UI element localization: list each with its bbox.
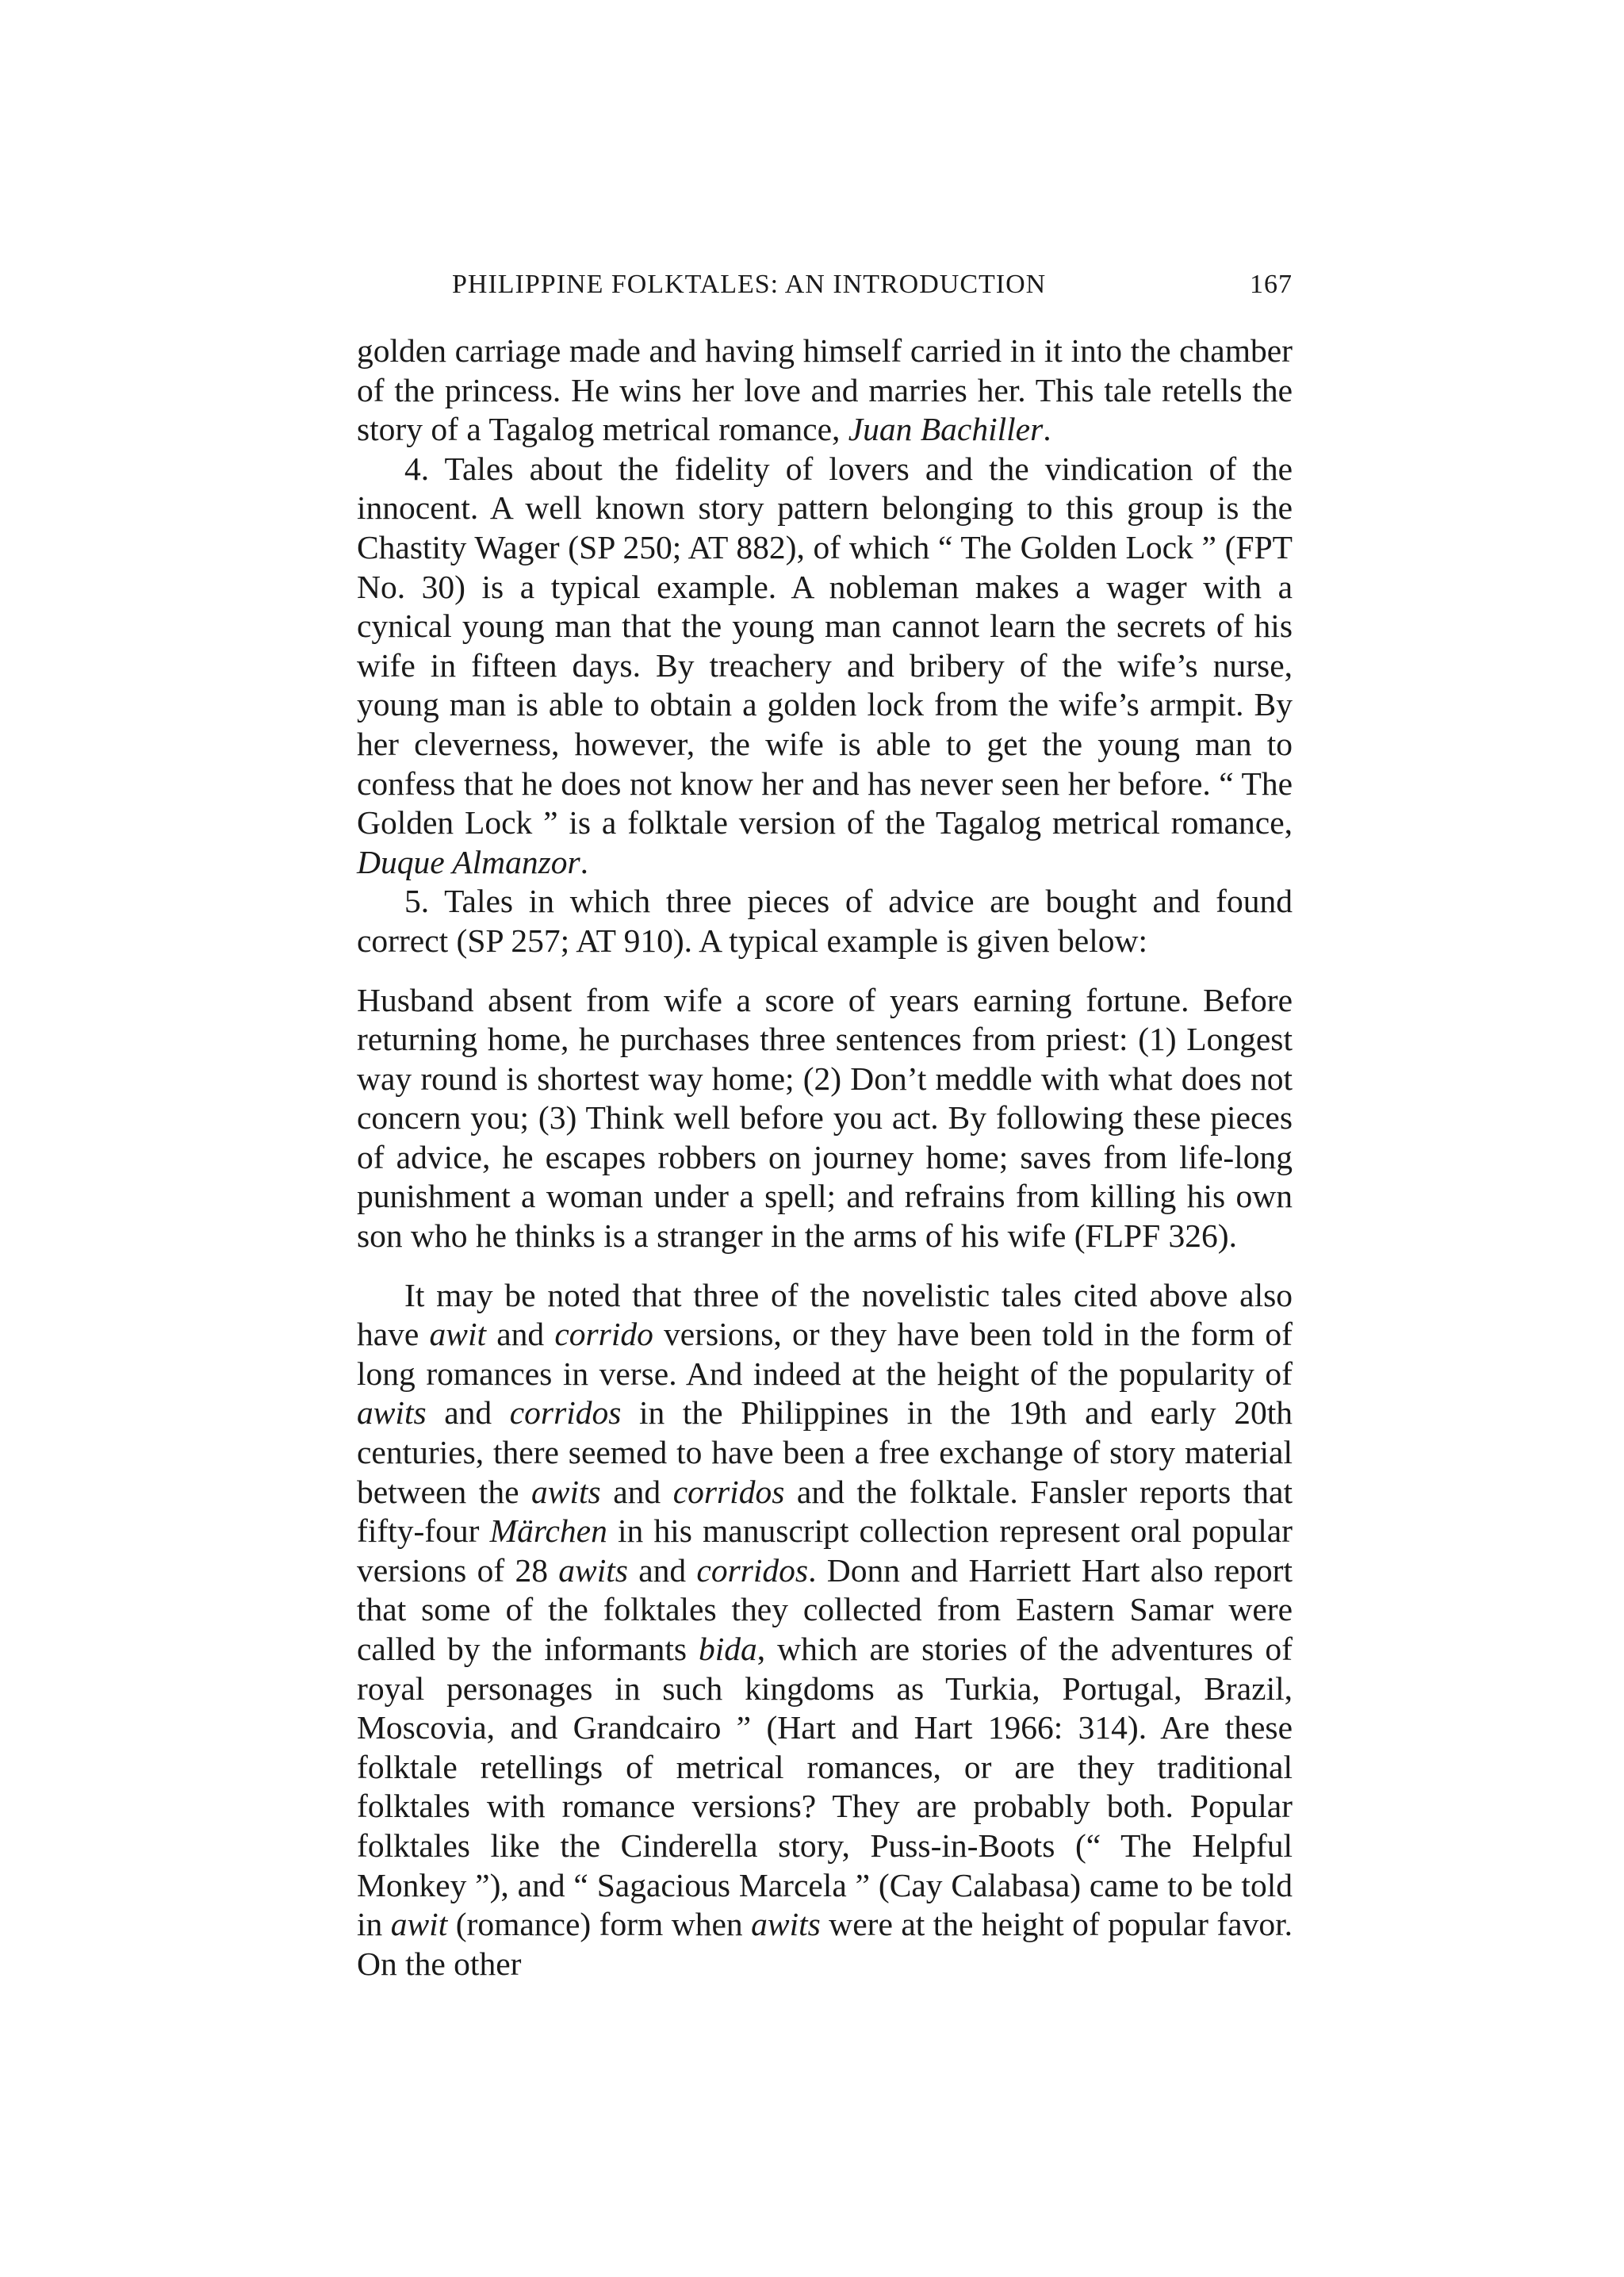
p4-s5: in the Philippines in the 19th and early 20th centuries, there seemed to have been a free exchange of story material between the: [357, 1394, 1293, 1510]
term-corridos: corridos: [672, 1473, 785, 1510]
p4-s10: . Donn and Harriett Hart also report that some of the folktales they collected from Eastern Samar were called by the informants: [357, 1551, 1293, 1667]
page: [357, 270, 1293, 1984]
p4-s8: in his manuscript collection represent oral popular versions of 28: [357, 1512, 1293, 1589]
p4-s11: , which are stories of the adventures of royal personages in such kingdoms as Turkia, Portugal, Brazil, Moscovia, and Grandcairo ” (Hart and Hart 1966: 314). Are these folktale retellings of metrical romances, or are they traditional folktales with romance versions? They are probably both. Popular folktales like the Cinderella story, Puss-in-Boots (“ The Helpful Monkey ”), and “ Sagacious Marcela ” (Cay Calabasa) came to be told in: [357, 1631, 1293, 1943]
term-awit: awit: [429, 1316, 487, 1353]
term-bida: bida: [698, 1631, 757, 1667]
body-text: [357, 332, 1293, 1984]
term-corridos: corridos: [509, 1394, 622, 1432]
p4-s7: and the folktale. Fansler reports that fifty-four: [357, 1473, 1293, 1550]
p4-s2: and: [486, 1316, 555, 1353]
block-quote: [357, 981, 1293, 1256]
paragraph-4: [357, 1276, 1293, 1984]
p4-s12: (romance) form when: [447, 1906, 752, 1943]
title-juan-bachiller: Juan Bachiller: [848, 411, 1044, 448]
paragraph-3: 5. Tales in which three pieces of advice are bought and found correct (SP 257; AT 910). A typical example is given below:: [357, 883, 1293, 959]
running-title: PHILIPPINE FOLKTALES: AN INTRODUCTION: [452, 270, 1047, 299]
p4-s13: were at the height of popular favor. On the other: [357, 1906, 1293, 1982]
paragraph-1-end: .: [1043, 411, 1051, 448]
paragraph-2: [357, 450, 1293, 883]
running-head: [357, 270, 1293, 314]
term-awits: awits: [751, 1906, 821, 1943]
p4-s9: and: [627, 1551, 697, 1589]
block-quote-text: Husband absent from wife a score of years earning fortune. Before returning home, he purchases three sentences from priest: (1) Longest way round is shortest way home; (2) Don’t meddle with what does not concern you; (3) Think well before you act. By following these pieces of advice, he escapes robbers on journey home; saves from life-long punishment a woman under a spell; and refrains from killing his own son who he thinks is a stranger in the arms of his wife (FLPF 326).: [357, 981, 1293, 1255]
term-awit: awit: [390, 1906, 448, 1943]
p4-s6: and: [600, 1473, 673, 1510]
paragraph-2-end: .: [580, 843, 589, 880]
page-number: 167: [1250, 270, 1293, 299]
term-corrido: corrido: [554, 1316, 653, 1353]
paragraph-1-text: golden carriage made and having himself carried in it into the chamber of the princess. He wins her love and marries her. This tale retells the story of a Tagalog metrical romance,: [357, 332, 1293, 448]
title-duque-almanzor: Duque Almanzor: [357, 843, 580, 880]
term-awits: awits: [558, 1551, 628, 1589]
term-corridos: corridos: [696, 1551, 809, 1589]
term-awits: awits: [357, 1394, 427, 1432]
paragraph-1: [357, 332, 1293, 450]
term-awits: awits: [531, 1473, 601, 1510]
term-marchen: Märchen: [489, 1512, 607, 1550]
p4-s4: and: [426, 1394, 510, 1432]
paragraph-2-text: 4. Tales about the fidelity of lovers and the vindication of the innocent. A well known story pattern belonging to this group is the Chastity Wager (SP 250; AT 882), of which “ The Golden Lock ” (FPT No. 30) is a typical example. A nobleman makes a wager with a cynical young man that the young man cannot learn the secrets of his wife in fifteen days. By treachery and bribery of the wife’s nurse, young man is able to obtain a golden lock from the wife’s armpit. By her cleverness, however, the wife is able to get the young man to confess that he does not know her and has never seen her before. “ The Golden Lock ” is a folktale version of the Tagalog metrical romance,: [357, 450, 1293, 841]
p4-s3: versions, or they have been told in the form of long romances in verse. And indeed at the height of the popularity of: [357, 1316, 1293, 1392]
p4-s1: It may be noted that three of the novelistic tales cited above also have: [357, 1276, 1293, 1353]
